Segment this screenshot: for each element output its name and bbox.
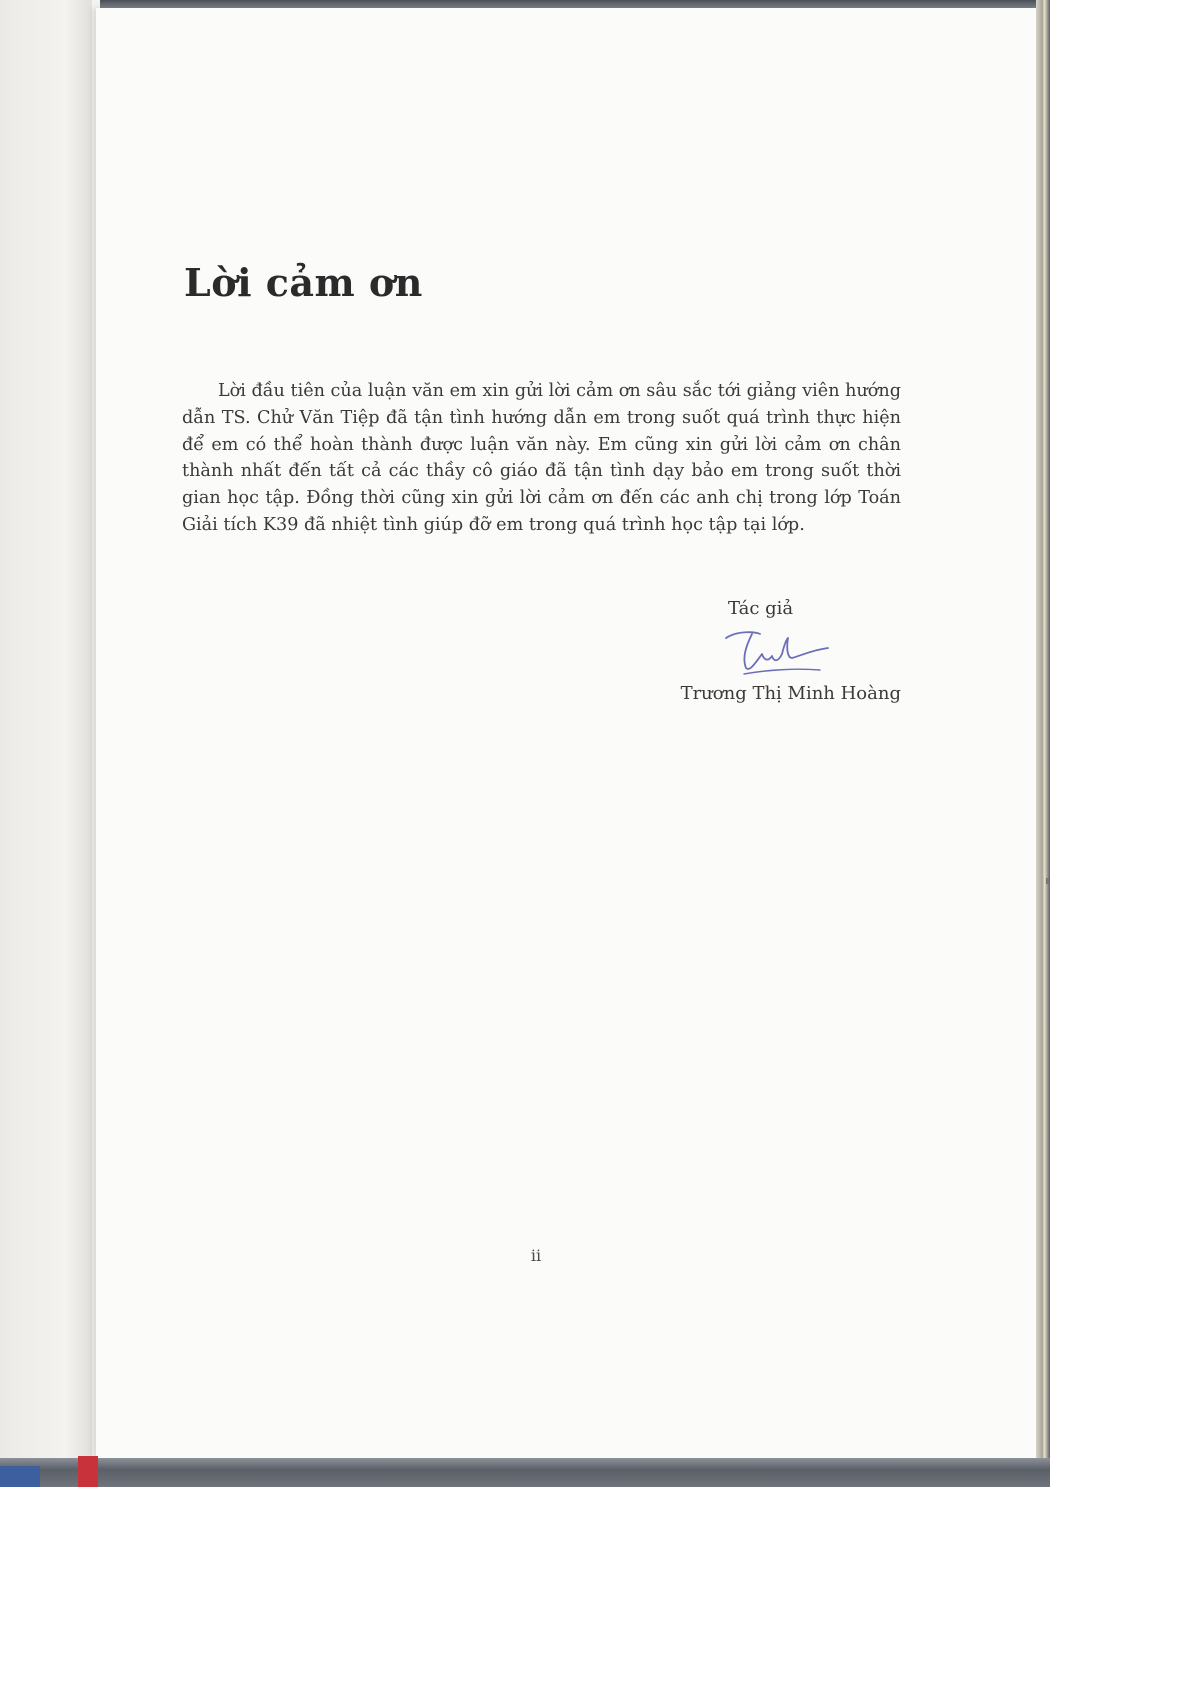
handwritten-signature xyxy=(716,624,836,680)
page-number: ii xyxy=(530,1246,542,1265)
margin-mark xyxy=(1046,878,1049,884)
author-name: Trương Thị Minh Hoàng xyxy=(680,683,901,704)
document-page xyxy=(96,8,1036,1458)
author-label: Tác giả xyxy=(728,598,794,619)
page-title: Lời cảm ơn xyxy=(184,260,423,305)
top-binding-edge xyxy=(100,0,1050,8)
bottom-binding-edge xyxy=(0,1458,1050,1487)
right-page-edge xyxy=(1036,0,1050,1487)
cover-edge-red xyxy=(78,1456,98,1487)
acknowledgement-paragraph: Lời đầu tiên của luận văn em xin gửi lời cảm ơn sâu sắc tới giảng viên hướng dẫn TS. Chử Văn Tiệp đã tận tình hướng dẫn em trong suốt quá trình thực hiện để em có thể hoàn thành được luận văn này. Em cũng xin gửi lời cảm ơn chân thành nhất đến tất cả các thầy cô giáo đã tận tình dạy bảo em trong suốt thời gian học tập. Đồng thời cũng xin gửi lời cảm ơn đến các anh chị trong lớp Toán Giải tích K39 đã nhiệt tình giúp đỡ em trong quá trình học tập tại lớp. xyxy=(182,381,901,535)
left-page-edge xyxy=(0,0,92,1487)
cover-edge-blue xyxy=(0,1466,40,1487)
